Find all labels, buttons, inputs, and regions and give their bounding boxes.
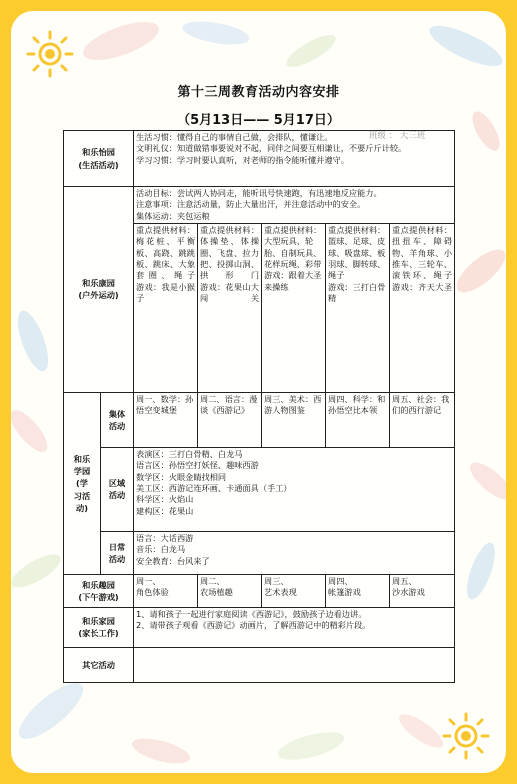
home-row xyxy=(64,607,455,647)
fun-day-tue: 周二、 农场植趣 xyxy=(198,574,262,607)
area-line: 建构区：花果山 xyxy=(136,505,194,516)
sun-icon xyxy=(441,711,491,761)
outdoor-intro xyxy=(134,187,455,224)
fun-row xyxy=(64,574,455,607)
other-content xyxy=(134,647,455,682)
daily-line: 语言：大话西游 xyxy=(136,532,194,543)
fun-day-thu: 周四、 帐篷游戏 xyxy=(326,574,390,607)
study-group-row xyxy=(64,392,455,447)
outdoor-day-fri: 重点提供材料：扭扭车、障碍物、羊角球、小推车、三轮车、滚铁环、绳子 游戏：齐天大圣 xyxy=(390,223,455,392)
group-activity-tue: 周二、语言：漫谈《西游记》 xyxy=(198,392,262,447)
life-row xyxy=(64,131,455,187)
daily-line: 音乐：白龙马 xyxy=(136,544,186,555)
outdoor-day-mon: 重点提供材料：梅花桩、平衡板、高跷、跳跳板、跳床、大象套圈、绳子 游戏：我是小猴子 xyxy=(134,223,198,392)
study-daily-row xyxy=(64,531,455,574)
life-line: 学习习惯：学习时要认真听，对老师的指令能听懂并遵守。 xyxy=(136,154,349,165)
other-header: 其它活动 xyxy=(64,647,134,682)
fun-day-fri: 周五、 沙水游戏 xyxy=(390,574,455,607)
sun-icon xyxy=(25,29,75,79)
area-line: 数学区：火眼金睛找相同 xyxy=(136,471,227,482)
area-line: 语言区：孙悟空打妖怪、趣味西游 xyxy=(136,460,259,471)
home-line: 2、请带孩子观看《西游记》动画片，了解西游记中的精彩片段。 xyxy=(136,620,371,631)
home-content xyxy=(134,607,455,647)
date-range: （5月13日—— 5月17日） xyxy=(177,113,340,128)
daily-activity-label: 日常 活动 xyxy=(101,531,134,574)
study-area-row xyxy=(64,447,455,531)
area-line: 科学区：火焰山 xyxy=(136,494,194,505)
life-header: 和乐怡园 (生活活动) xyxy=(64,131,134,187)
group-activity-mon: 周一、数学：孙悟空变城堡 xyxy=(134,392,198,447)
outdoor-header: 和乐康园 (户外运动) xyxy=(64,187,134,393)
outdoor-line: 集体运动：夹包运粮 xyxy=(136,210,210,221)
fun-day-mon: 周一、 角色体验 xyxy=(134,574,198,607)
activity-schedule-table xyxy=(63,130,455,683)
outdoor-line: 注意事项：注意活动量，防止大量出汗，并注意活动中的安全。 xyxy=(136,199,366,210)
home-header: 和乐家园 (家长工作) xyxy=(64,607,134,647)
life-line: 文明礼仪：知道做错事要说对不起，同伴之间要互相谦让，不要斤斤计较。 xyxy=(136,143,407,154)
area-line: 表演区：三打白骨精、白龙马 xyxy=(136,448,243,459)
fun-header: 和乐趣园 (下午游戏) xyxy=(64,574,134,607)
area-activity-label: 区域 活动 xyxy=(101,447,134,531)
group-activity-thu: 周四、科学：和孙悟空比本领 xyxy=(326,392,390,447)
outdoor-day-tue: 重点提供材料：体操垫、体操圈、飞盘、拉力把、投掷山洞、拱形门 游戏：花果山大闯关 xyxy=(198,223,262,392)
outdoor-line: 活动目标：尝试两人协同走，能听讯号快速跑，有迅速地反应能力。 xyxy=(136,188,382,198)
other-row xyxy=(64,647,455,682)
group-activity-label: 集体 活动 xyxy=(101,392,134,447)
outdoor-day-wed: 重点提供材料：大型玩具、轮胎、自制玩具、花样玩绳、彩带 游戏：跟着大圣来操练 xyxy=(262,223,326,392)
area-line: 美工区：西游记连环画、卡通面具（手工） xyxy=(136,482,292,493)
page-title: 第十三周教育活动内容安排 xyxy=(177,85,340,100)
daily-activity-content xyxy=(134,531,455,574)
fun-day-wed: 周三、 艺术表现 xyxy=(262,574,326,607)
home-line: 1、请和孩子一起进行家庭阅读《西游记》，鼓励孩子边看边讲。 xyxy=(136,608,367,619)
group-activity-wed: 周三、美术：西游人物图鉴 xyxy=(262,392,326,447)
area-activity-content xyxy=(134,447,455,531)
outdoor-day-thu: 重点提供材料：篮球、足球、皮球、吸盘球、板羽球、脚转球、绳子 游戏：三打白骨精 xyxy=(326,223,390,392)
group-activity-fri: 周五、社会：我们的西行游记 xyxy=(390,392,455,447)
life-content xyxy=(134,131,455,187)
outdoor-intro-row xyxy=(64,187,455,224)
daily-line: 安全教育：台风来了 xyxy=(136,555,210,566)
life-line: 生活习惯：懂得自己的事情自己做，会排队，懂谦让。 xyxy=(136,132,333,142)
study-header: 和乐 学园 (学 习活 动) xyxy=(64,392,101,574)
